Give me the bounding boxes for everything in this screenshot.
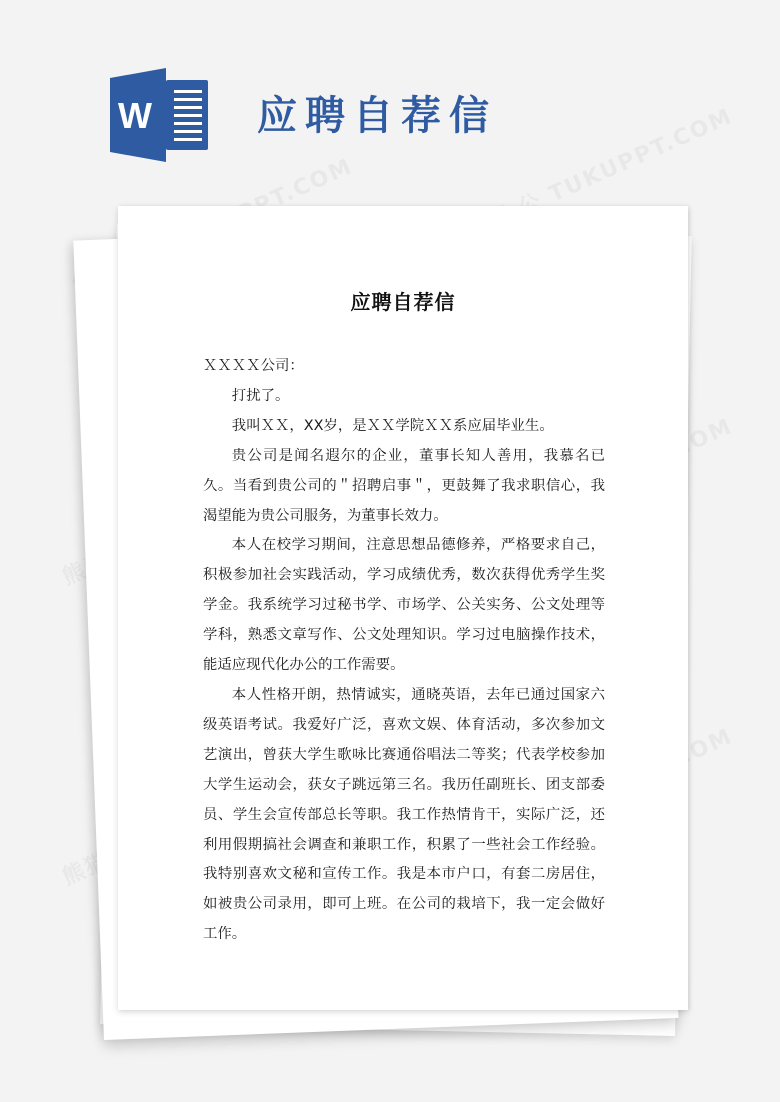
document-title: 应聘自荐信 xyxy=(350,290,456,314)
paragraph: 本人性格开朗，热情诚实，通晓英语，去年已通过国家六级英语考试。我爱好广泛，喜欢文娱、体育活动，多次参加文艺演出，曾获大学生歌咏比赛通俗唱法二等奖；代表学校参加大学生运动会，获女子跳远第三名。我历任副班长、团支部委员、学生会宣传部总长等职。我工作热情肯干，实际广泛，还利用假期搞社会调查和兼职工作，积累了一些社会工作经验。我特别喜欢文秘和宣传工作。我是本市户口，有套二房居住，如被贵公司录用，即可上班。在公司的栽培下，我一定会做好工作。 xyxy=(203,686,605,943)
paragraph: 我叫ＸＸ，XX岁，是ＸＸ学院ＸＸ系应届毕业生。 xyxy=(231,417,554,434)
paragraph: 打扰了。 xyxy=(231,387,290,404)
document-body xyxy=(203,352,605,950)
document-page xyxy=(118,206,688,1010)
header-banner xyxy=(0,0,780,190)
paragraph: 贵公司是闻名遐尔的企业，董事长知人善用，我慕名已久。当看到贵公司的＂招聘启事＂，更鼓舞了我求职信心，我渴望能为贵公司服务，为董事长效力。 xyxy=(203,447,605,524)
paragraph: 本人在校学习期间，注意思想品德修养，严格要求自己，积极参加社会实践活动，学习成绩优秀，数次获得优秀学生奖学金。我系统学习过秘书学、市场学、公关实务、公文处理等学科，熟悉文章写作、公文处理知识。学习过电脑操作技术，能适应现代化办公的工作需要。 xyxy=(203,537,605,674)
header-title: 应聘自荐信 xyxy=(257,93,497,139)
microsoft-word-icon xyxy=(108,66,210,164)
svg-text:W: W xyxy=(118,95,152,136)
salutation: ＸＸＸＸ公司： xyxy=(203,358,304,374)
